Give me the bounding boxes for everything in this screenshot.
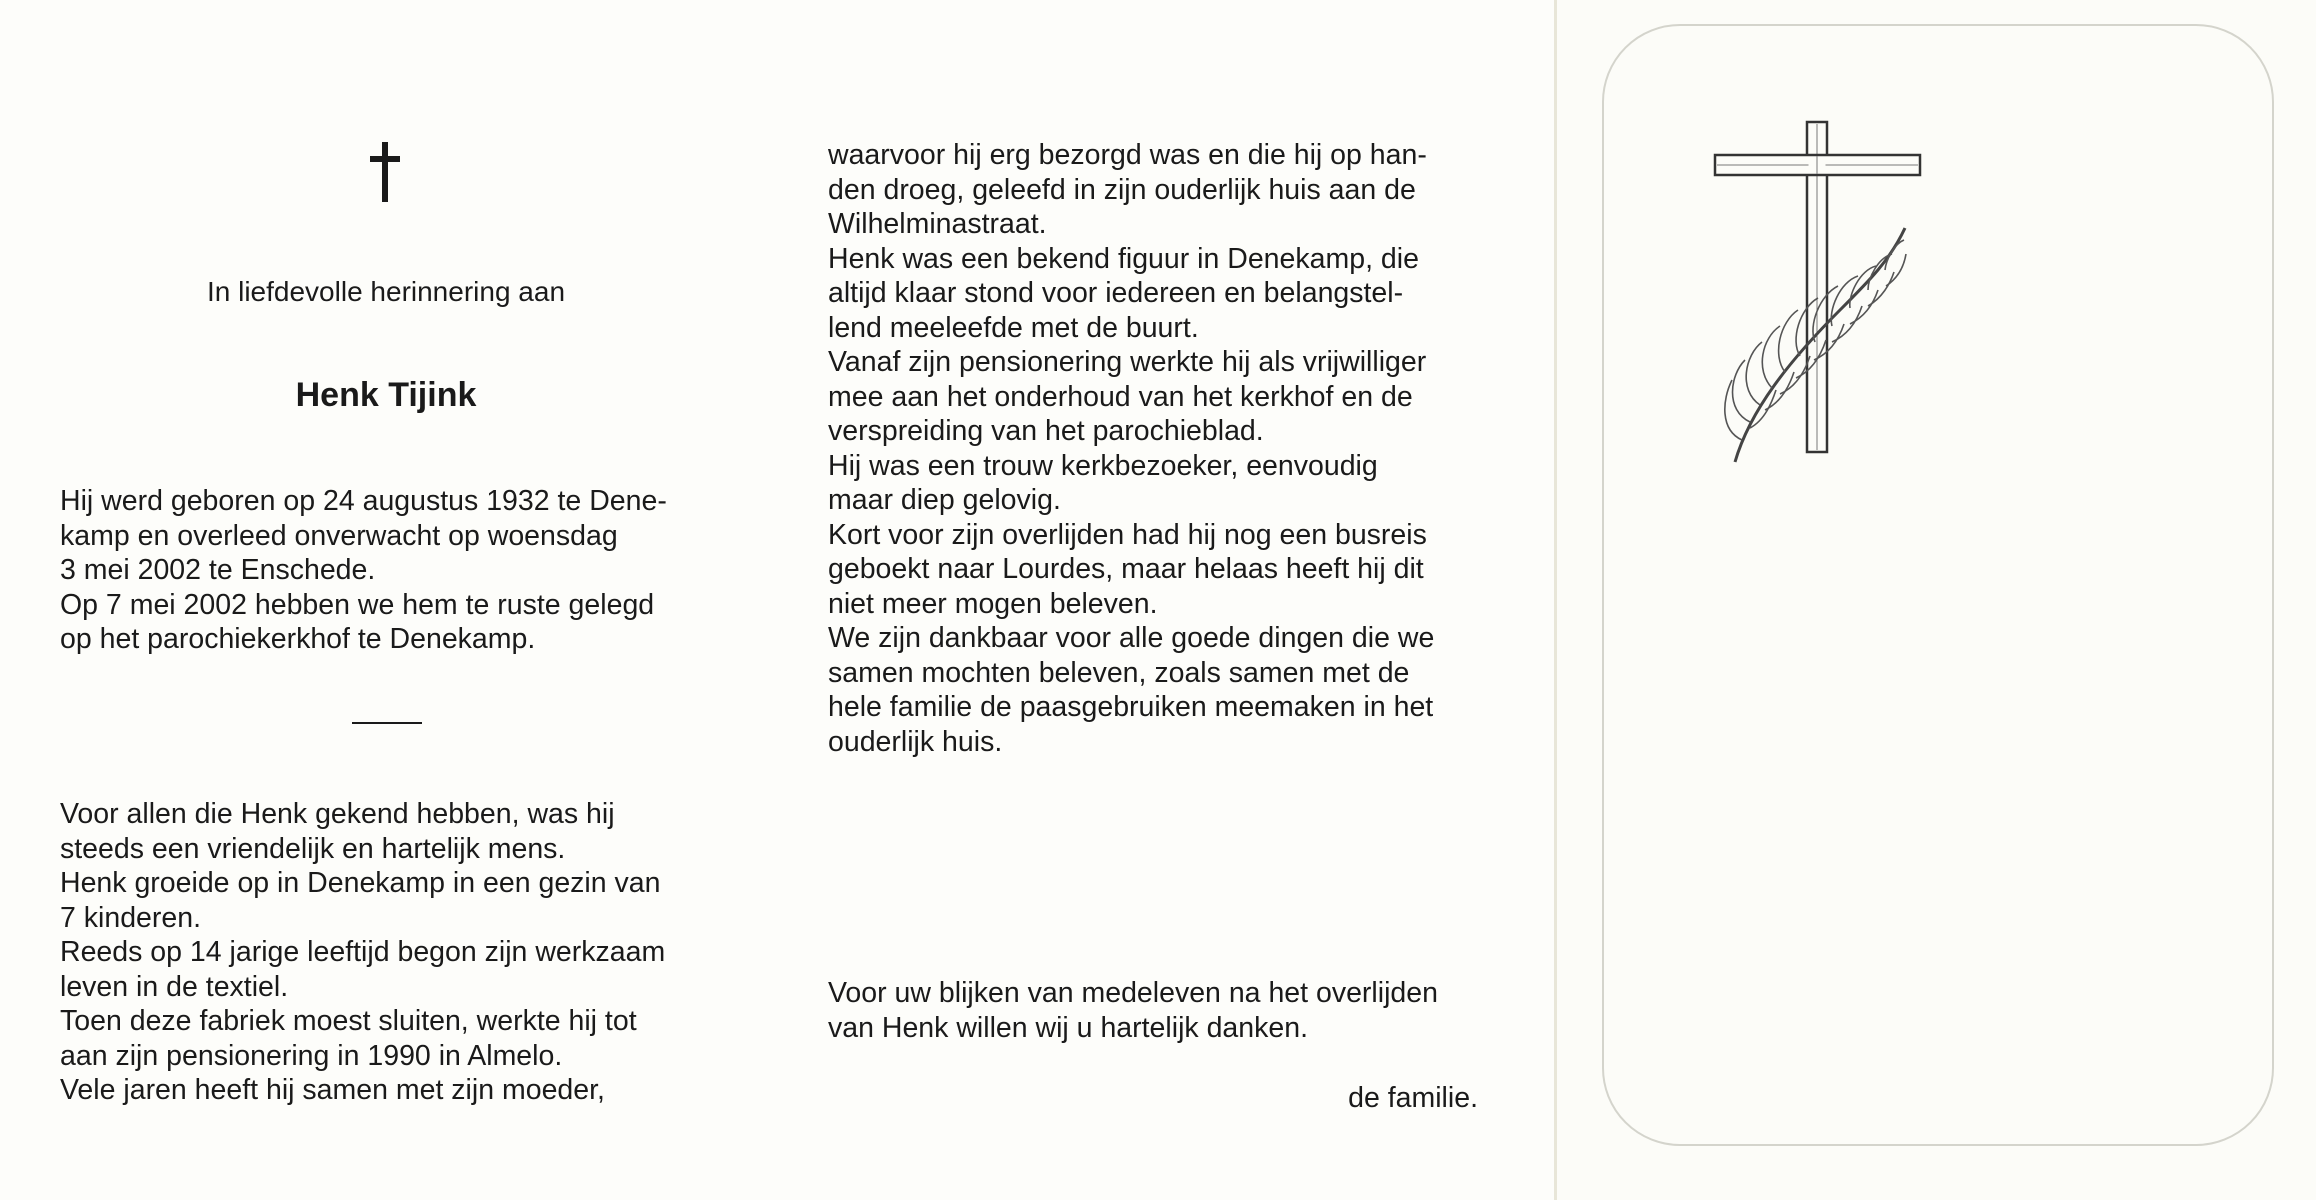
text-line: verspreiding van het parochieblad. bbox=[828, 415, 1264, 447]
cross-with-palm-icon bbox=[1710, 110, 1930, 470]
separator-dash bbox=[352, 722, 422, 724]
life-dates-block bbox=[60, 484, 712, 657]
signoff: de familie. bbox=[1348, 1082, 1478, 1114]
text-line: geboekt naar Lourdes, maar helaas heeft hij dit bbox=[828, 553, 1424, 585]
text-line: Henk was een bekend figuur in Denekamp, die bbox=[828, 242, 1419, 275]
text-line: mee aan het onderhoud van het kerkhof en de bbox=[828, 380, 1413, 413]
text-line: Henk groeide op in Denekamp in een gezin van bbox=[60, 867, 661, 899]
text-line: Reeds op 14 jarige leeftijd begon zijn werkzaam bbox=[60, 936, 666, 968]
text-line: Hij was een trouw kerkbezoeker, eenvoudig bbox=[828, 449, 1378, 482]
text-line: van Henk willen wij u hartelijk danken. bbox=[828, 1011, 1308, 1044]
text-line: Wilhelminastraat. bbox=[828, 208, 1047, 240]
text-line: We zijn dankbaar voor alle goede dingen die we bbox=[828, 622, 1435, 654]
text-line: Op 7 mei 2002 hebben we hem te ruste gelegd bbox=[60, 588, 655, 621]
intro-text: In liefdevolle herinnering aan bbox=[206, 276, 566, 307]
text-line: maar diep gelovig. bbox=[828, 484, 1061, 516]
biography-block-1 bbox=[60, 797, 712, 1108]
text-line: steeds een vriendelijk en hartelijk mens. bbox=[60, 832, 566, 865]
text-line: Kort voor zijn overlijden had hij nog een busreis bbox=[828, 518, 1427, 551]
text-line: ouderlijk huis. bbox=[828, 725, 1003, 758]
text-line: samen mochten beleven, zoals samen met de bbox=[828, 656, 1410, 689]
text-line: Vele jaren heeft hij samen met zijn moeder, bbox=[60, 1074, 605, 1106]
text-line: Vanaf zijn pensionering werkte hij als vrijwilliger bbox=[828, 346, 1427, 378]
text-line: Hij werd geboren op 24 augustus 1932 te Dene- bbox=[60, 485, 667, 517]
deceased-name: Henk Tijink bbox=[295, 376, 477, 414]
text-line: waarvoor hij erg bezorgd was en die hij op han- bbox=[828, 139, 1427, 171]
cross-icon bbox=[370, 142, 400, 202]
text-line: hele familie de paasgebruiken meemaken in het bbox=[828, 691, 1434, 723]
biography-block-2 bbox=[828, 138, 1478, 759]
text-line: aan zijn pensionering in 1990 in Almelo. bbox=[60, 1039, 563, 1072]
text-line: leven in de textiel. bbox=[60, 970, 289, 1003]
text-line: 3 mei 2002 te Enschede. bbox=[60, 554, 376, 586]
text-line: kamp en overleed onverwacht op woensdag bbox=[60, 519, 618, 552]
text-line: op het parochiekerkhof te Denekamp. bbox=[60, 623, 536, 655]
text-line: den droeg, geleefd in zijn ouderlijk huis aan de bbox=[828, 173, 1416, 206]
text-line: 7 kinderen. bbox=[60, 901, 202, 934]
text-line: altijd klaar stond voor iedereen en belangstel- bbox=[828, 277, 1404, 309]
text-line: lend meeleefde met de buurt. bbox=[828, 311, 1199, 344]
rounded-frame bbox=[1602, 24, 2274, 1146]
text-line: Toen deze fabriek moest sluiten, werkte hij tot bbox=[60, 1005, 637, 1037]
text-line: Voor uw blijken van medeleven na het overlijden bbox=[828, 977, 1438, 1009]
text-line: Voor allen die Henk gekend hebben, was hij bbox=[60, 798, 615, 830]
thank-you-block bbox=[828, 976, 1478, 1045]
text-line: niet meer mogen beleven. bbox=[828, 587, 1158, 620]
